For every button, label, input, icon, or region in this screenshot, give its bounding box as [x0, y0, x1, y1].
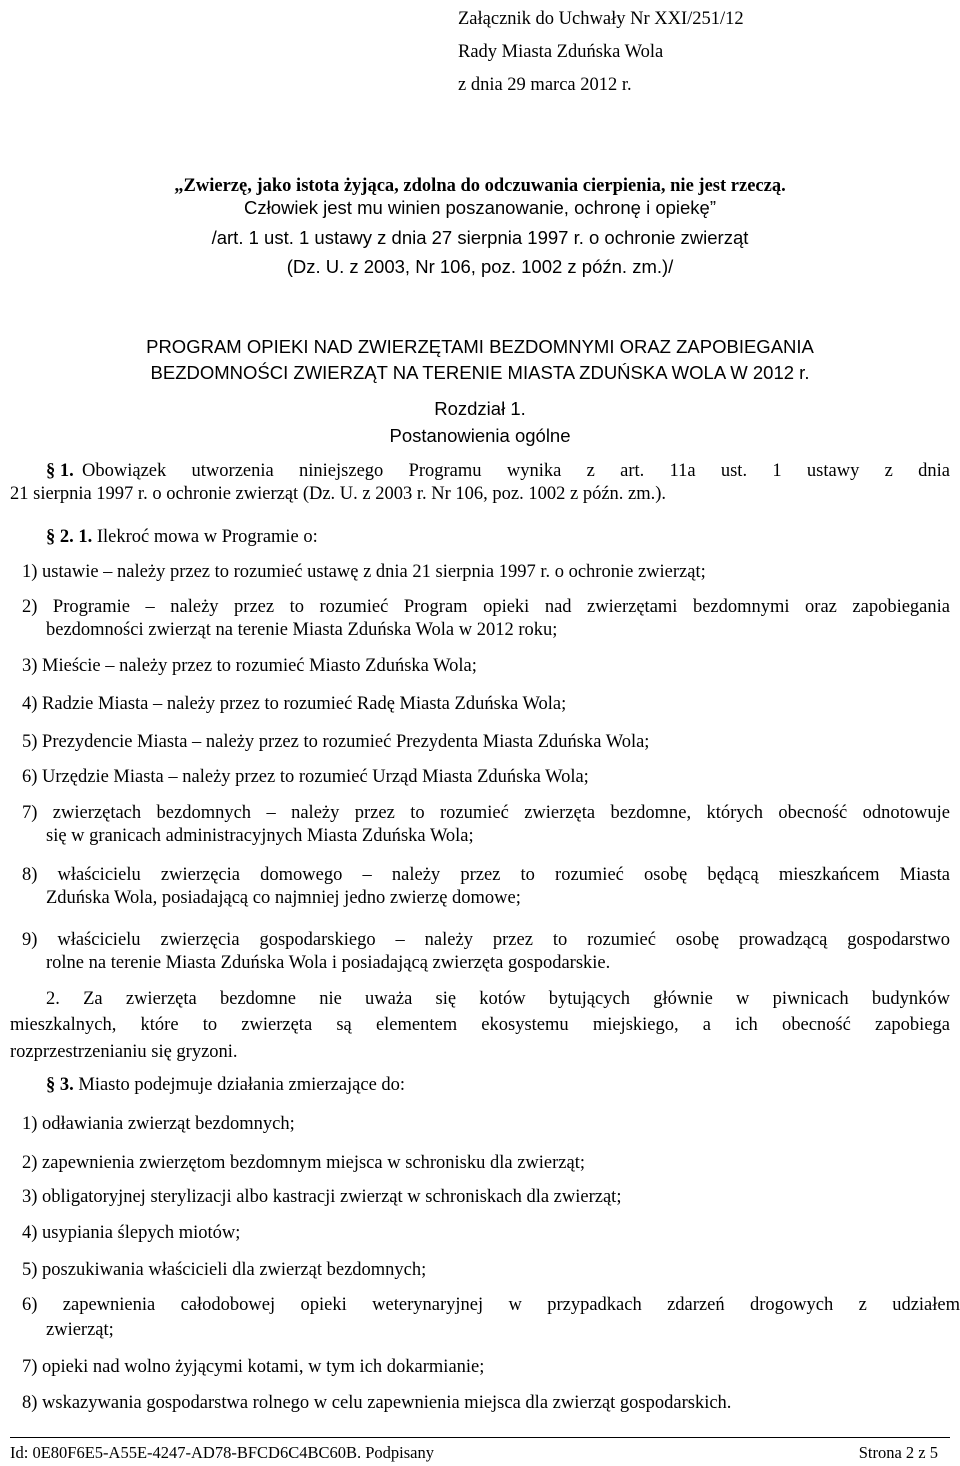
paragraph-2-section-2-line-2: mieszkalnych, które to zwierzęta są elementem ekosystemu miejskiego, a ich obecność zapobiega [10, 1015, 950, 1035]
paragraph-1-number: § 1. [46, 461, 74, 481]
definition-item-2-line-1: 2) Programie – należy przez to rozumieć Program opieki nad zwierzętami bezdomnymi oraz zapobiegania [22, 597, 950, 617]
action-item-1: 1) odławiania zwierząt bezdomnych; [22, 1114, 295, 1134]
definition-item-3: 3) Mieście – należy przez to rozumieć Miasto Zduńska Wola; [22, 656, 477, 676]
action-item-4: 4) usypiania ślepych miotów; [22, 1223, 241, 1243]
action-item-6-line-2: zwierząt; [46, 1320, 114, 1340]
action-item-7: 7) opieki nad wolno żyjącymi kotami, w tym ich dokarmianie; [22, 1357, 485, 1377]
paragraph-2-heading [46, 526, 318, 548]
motto-line-3: /art. 1 ust. 1 ustawy z dnia 27 sierpnia 1997 r. o ochronie zwierząt [211, 227, 749, 248]
action-item-8: 8) wskazywania gospodarstwa rolnego w celu zapewnienia miejsca dla zwierząt gospodarskich. [22, 1393, 732, 1413]
action-item-6-line-1: 6) zapewnienia całodobowej opieki weterynaryjnej w przypadkach zdarzeń drogowych z udziałem [22, 1295, 960, 1315]
paragraph-3-number: § 3. [46, 1075, 74, 1095]
action-item-3: 3) obligatoryjnej sterylizacji albo kastracji zwierząt w schroniskach dla zwierząt; [22, 1187, 622, 1207]
definition-item-7-line-1: 7) zwierzętach bezdomnych – należy przez to rozumieć zwierzęta bezdomne, których obecność odnotowuje [22, 803, 950, 823]
paragraph-3-heading [46, 1074, 405, 1096]
definition-item-9-line-1: 9) właścicielu zwierzęcia gospodarskiego – należy przez to rozumieć osobę prowadzącą gospodarstwo [22, 930, 950, 950]
definition-item-4: 4) Radzie Miasta – należy przez to rozumieć Radę Miasta Zduńska Wola; [22, 694, 567, 714]
header-line-2: Rady Miasta Zduńska Wola [458, 42, 664, 62]
action-item-2: 2) zapewnienia zwierzętom bezdomnym miejsca w schronisku dla zwierząt; [22, 1153, 586, 1173]
header-line-1: Załącznik do Uchwały Nr XXI/251/12 [458, 9, 744, 29]
paragraph-1-text-line-2: 21 sierpnia 1997 r. o ochronie zwierząt (Dz. U. z 2003 r. Nr 106, poz. 1002 z późn. zm.). [10, 484, 667, 504]
paragraph-1-text-line-1: Obowiązek utworzenia niniejszego Programu wynika z art. 11a ust. 1 ustawy z dnia [82, 461, 950, 481]
motto-line-4: (Dz. U. z 2003, Nr 106, poz. 1002 z późn. zm.)/ [286, 256, 674, 277]
chapter-label: Rozdział 1. [434, 398, 526, 419]
definition-item-1: 1) ustawie – należy przez to rozumieć ustawę z dnia 21 sierpnia 1997 r. o ochronie zwierząt; [22, 562, 706, 582]
motto-line-1: „Zwierzę, jako istota żyjąca, zdolna do odczuwania cierpienia, nie jest rzeczą. [174, 176, 786, 196]
footer-divider [10, 1437, 950, 1438]
action-item-5: 5) poszukiwania właścicieli dla zwierząt bezdomnych; [22, 1260, 427, 1280]
definition-item-9-line-2: rolne na terenie Miasta Zduńska Wola i posiadającą zwierzęta gospodarskie. [46, 953, 611, 973]
paragraph-2-section-2-line-3: rozprzestrzenianiu się gryzoni. [10, 1042, 238, 1062]
paragraph-2-intro: Ilekroć mowa w Programie o: [96, 527, 318, 547]
paragraph-2-number: § 2. 1. [46, 527, 93, 547]
program-title-line-1: PROGRAM OPIEKI NAD ZWIERZĘTAMI BEZDOMNYMI ORAZ ZAPOBIEGANIA [146, 336, 814, 357]
definition-item-7-line-2: się w granicach administracyjnych Miasta Zduńska Wola; [46, 826, 474, 846]
definition-item-5: 5) Prezydencie Miasta – należy przez to rozumieć Prezydenta Miasta Zduńska Wola; [22, 732, 650, 752]
paragraph-3-intro: Miasto podejmuje działania zmierzające do: [78, 1075, 406, 1095]
definition-item-8-line-2: Zduńska Wola, posiadającą co najmniej jedno zwierzę domowe; [46, 888, 521, 908]
definition-item-8-line-1: 8) właścicielu zwierzęcia domowego – należy przez to rozumieć osobę będącą mieszkańcem Miasta [22, 865, 950, 885]
paragraph-2-section-2-line-1: 2. Za zwierzęta bezdomne nie uważa się kotów bytujących głównie w piwnicach budynków [46, 989, 950, 1009]
definition-item-2-line-2: bezdomności zwierząt na terenie Miasta Zduńska Wola w 2012 roku; [46, 620, 558, 640]
definition-item-6: 6) Urzędzie Miasta – należy przez to rozumieć Urząd Miasta Zduńska Wola; [22, 767, 589, 787]
page-number: Strona 2 z 5 [858, 1443, 938, 1462]
header-line-3: z dnia 29 marca 2012 r. [458, 75, 632, 95]
motto-line-2: Człowiek jest mu winien poszanowanie, ochronę i opiekę” [244, 197, 716, 218]
chapter-name: Postanowienia ogólne [389, 425, 571, 446]
document-id: Id: 0E80F6E5-A55E-4247-AD78-BFCD6C4BC60B. Podpisany [10, 1443, 434, 1462]
program-title-line-2: BEZDOMNOŚCI ZWIERZĄT NA TERENIE MIASTA ZDUŃSKA WOLA W 2012 r. [150, 362, 810, 383]
